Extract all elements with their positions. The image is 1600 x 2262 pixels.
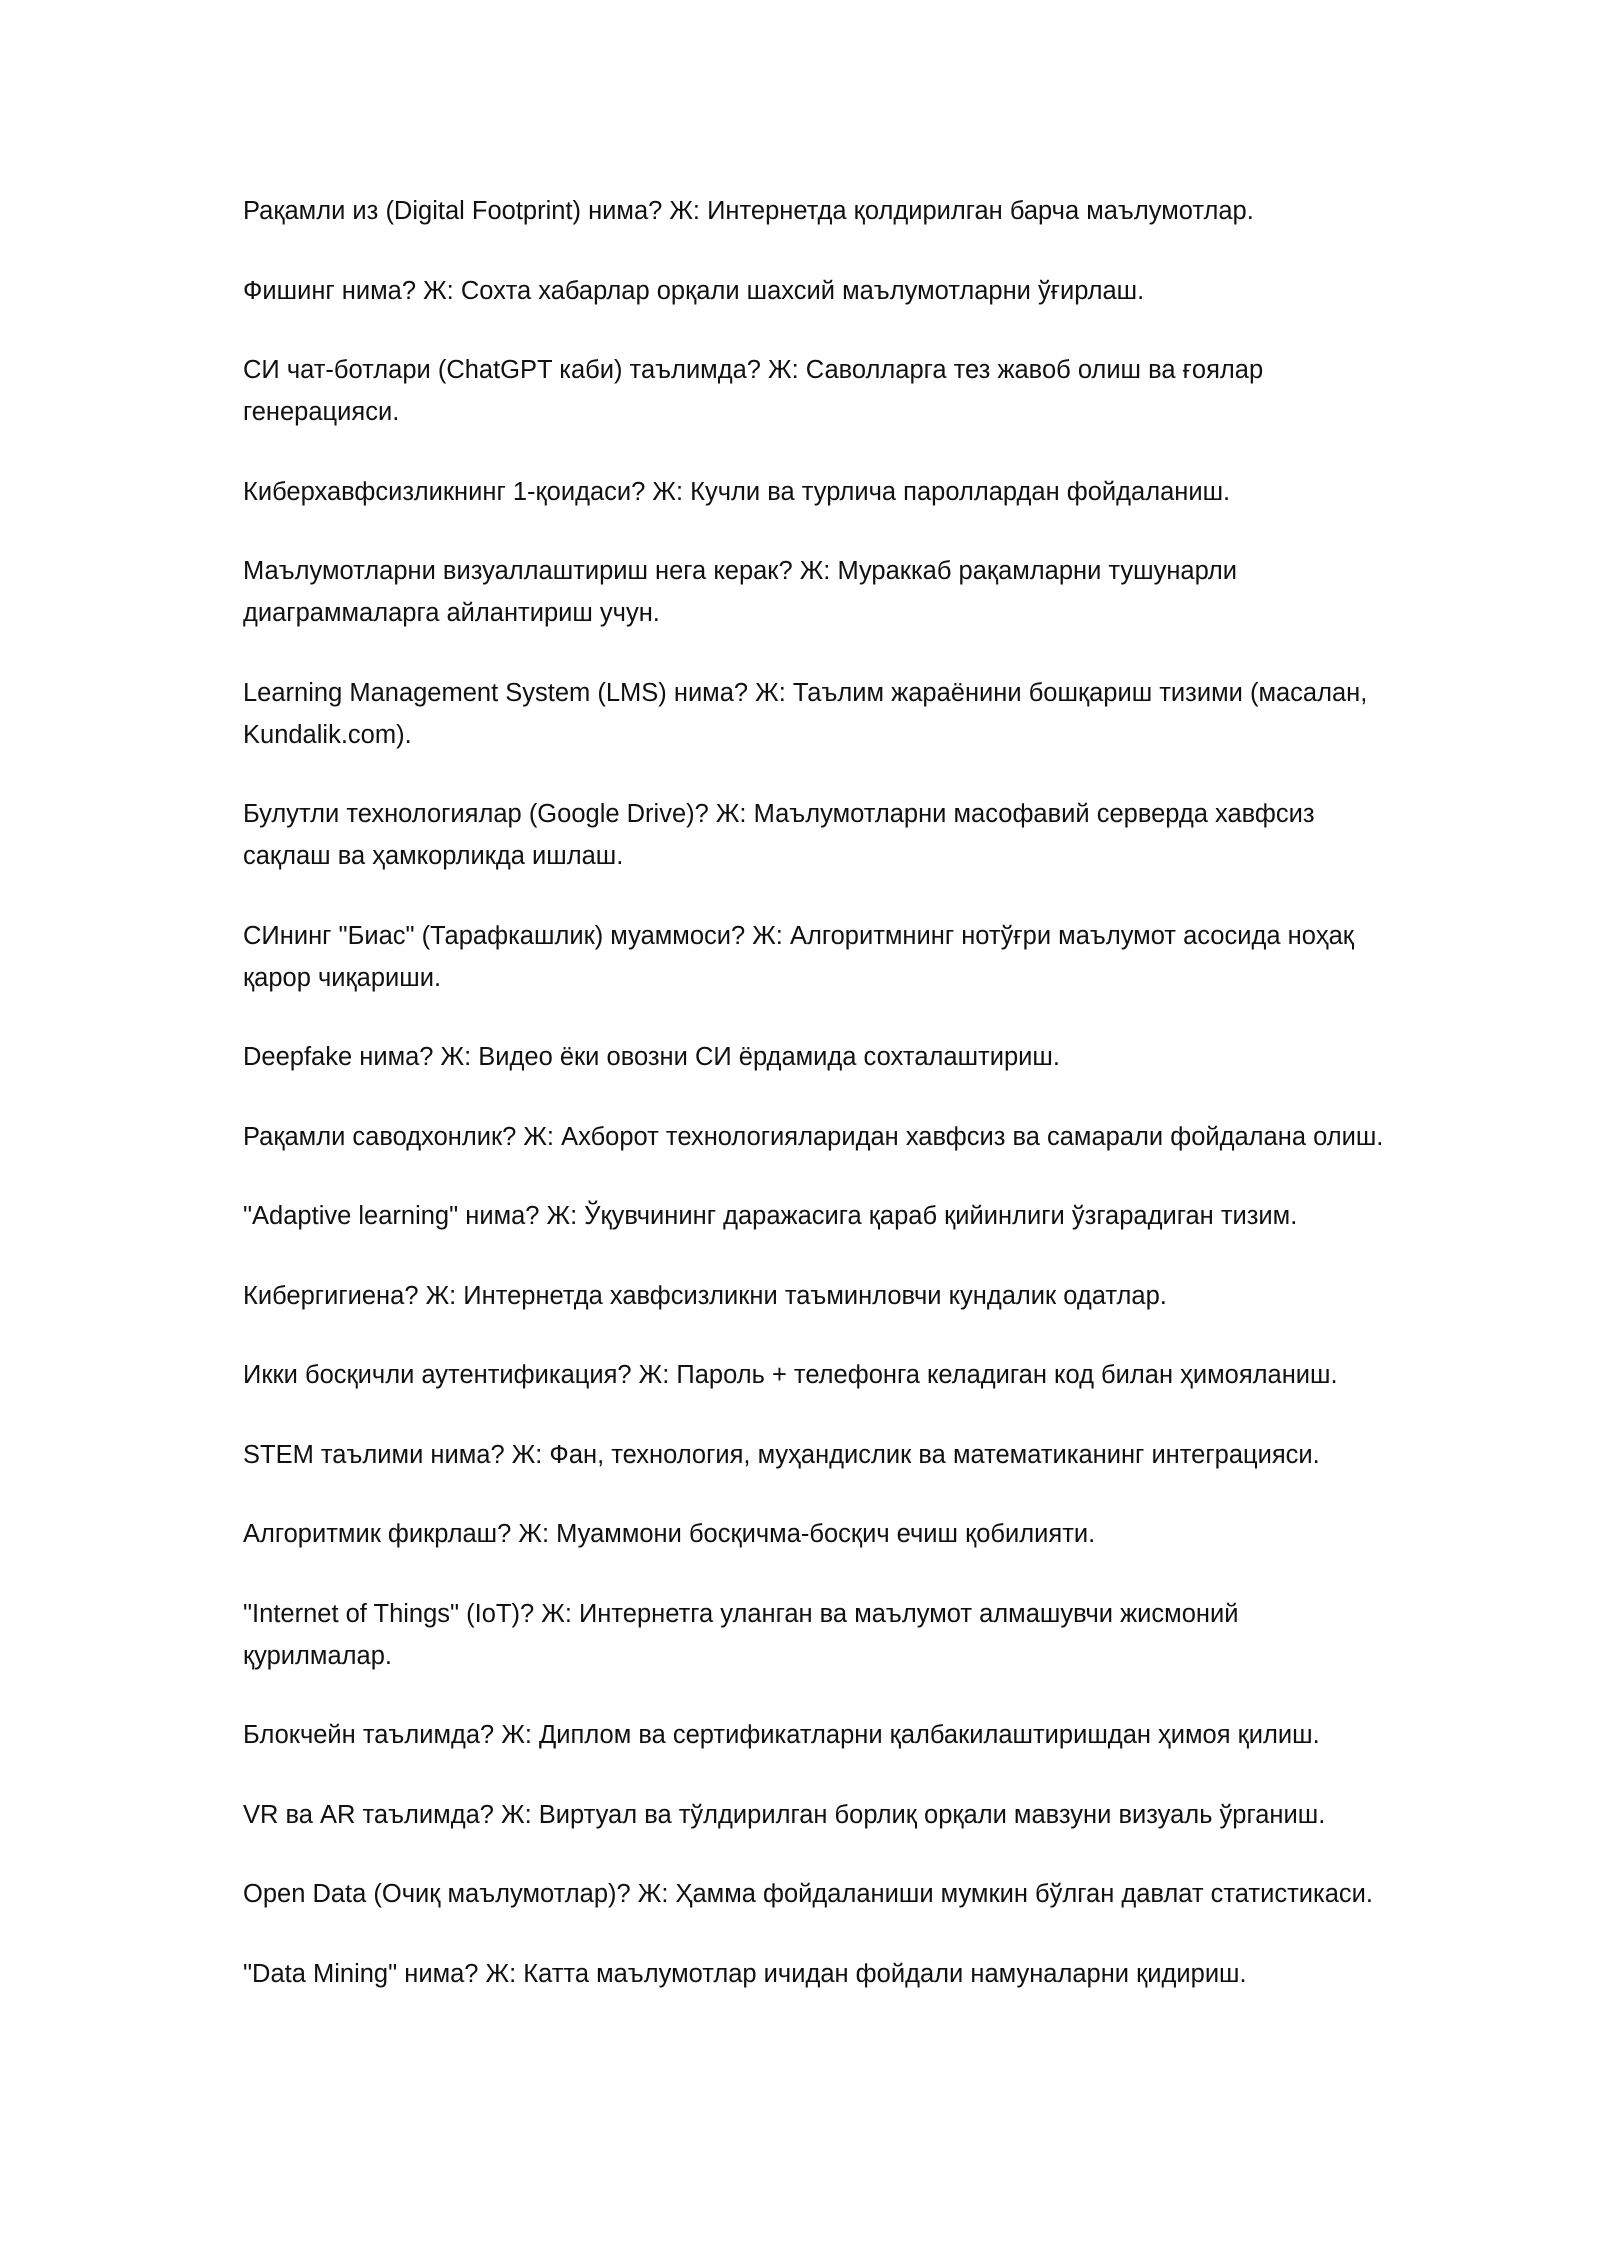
qa-item: СИ чат-ботлари (ChatGPT каби) таълимда? Ж: Саволларга тез жавоб олиш ва ғоялар генерацияси. [243, 356, 1264, 426]
qa-item: Кибергигиена? Ж: Интернетда хавфсизликни таъминловчи кундалик одатлар. [243, 1281, 1167, 1310]
qa-item: Рақамли из (Digital Footprint) нима? Ж: Интернетда қолдирилган барча маълумотлар. [243, 197, 1254, 225]
qa-item: "Data Mining" нима? Ж: Катта маълумотлар ичидан фойдали намуналарни қидириш. [243, 1959, 1247, 1988]
qa-item: Learning Management System (LMS) нима? Ж: Таълим жараёнини бошқариш тизими (масалан, Kundalik.com). [243, 678, 1368, 749]
qa-item: Булутли технологиялар (Google Drive)? Ж: Маълумотларни масофавий серверда хавфсиз сақлаш ва ҳамкорликда ишлаш. [243, 800, 1315, 870]
qa-item: СИнинг "Биас" (Тарафкашлик) муаммоси? Ж: Алгоритмнинг нотўғри маълумот асосида ноҳақ қарор чиқариши. [243, 921, 1354, 992]
qa-item: Икки босқичли аутентификация? Ж: Пароль + телефонга келадиган код билан ҳимояланиш. [243, 1361, 1338, 1389]
qa-item: Open Data (Очиқ маълумотлар)? Ж: Ҳамма фойдаланиши мумкин бўлган давлат статистикаси. [243, 1880, 1373, 1908]
qa-item: "Adaptive learning" нима? Ж: Ўқувчининг даражасига қараб қийинлиги ўзгарадиган тизим. [243, 1202, 1298, 1230]
qa-item: "Internet of Things" (IoT)? Ж: Интернетга уланган ва маълумот алмашувчи жисмоний қурилмалар. [243, 1599, 1239, 1670]
qa-item: STEM таълими нима? Ж: Фан, технология, муҳандислик ва математиканинг интеграцияси. [243, 1440, 1320, 1469]
qa-item: VR ва AR таълимда? Ж: Виртуал ва тўлдирилган борлиқ орқали мавзуни визуаль ўрганиш. [243, 1800, 1326, 1829]
qa-list [243, 190, 1393, 2032]
qa-item: Алгоритмик фикрлаш? Ж: Муаммони босқичма-босқич ечиш қобилияти. [243, 1520, 1096, 1548]
qa-item: Киберхавфсизликнинг 1-қоидаси? Ж: Кучли ва турлича пароллардан фойдаланиш. [243, 477, 1231, 506]
qa-item: Маълумотларни визуаллаштириш нега керак? Ж: Мураккаб рақамларни тушунарли диаграммаларга айлантириш учун. [243, 557, 1238, 627]
qa-item: Deepfake нима? Ж: Видео ёки овозни СИ ёрдамида сохталаштириш. [243, 1043, 1060, 1071]
qa-item: Блокчейн таълимда? Ж: Диплом ва сертификатларни қалбакилаштиришдан ҳимоя қилиш. [243, 1721, 1320, 1749]
qa-item: Рақамли саводхонлик? Ж: Ахборот технологияларидан хавфсиз ва самарали фойдалана олиш. [243, 1122, 1384, 1151]
qa-item: Фишинг нима? Ж: Сохта хабарлар орқали шахсий маълумотларни ўғирлаш. [243, 276, 1145, 305]
